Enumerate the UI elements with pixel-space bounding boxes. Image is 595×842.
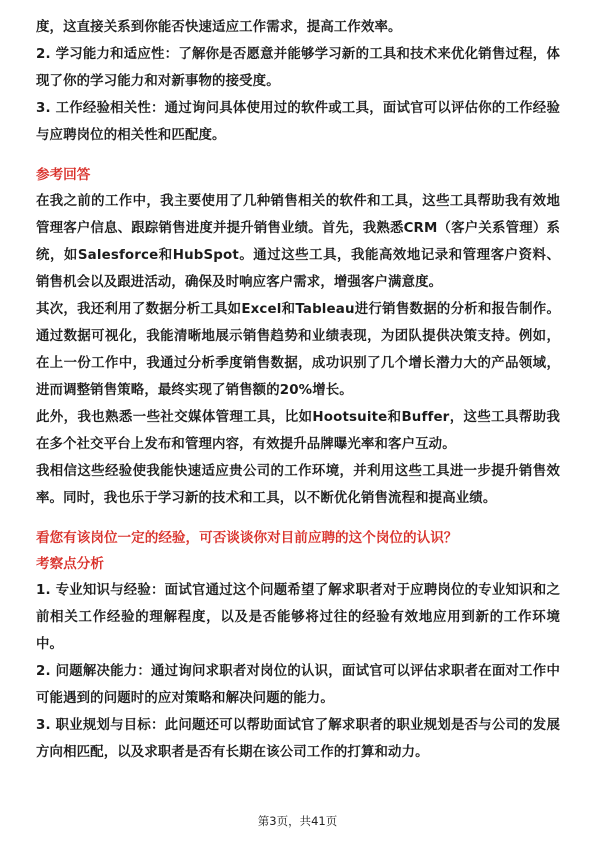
section-evaluation-points-continued (36, 14, 560, 149)
answer-paragraph-data-analysis: 其次，我还利用了数据分析工具如Excel和Tableau进行销售数据的分析和报告制作。通过数据可视化，我能清晰地展示销售趋势和业绩表现，为团队提供决策支持。例如，在上一份工作中，我通过分析季度销售数据，成功识别了几个增长潜力大的产品领域，进而调整销售策略，最终实现了销售额的20%增长。 (36, 302, 560, 398)
section-next-question (36, 525, 560, 766)
analysis-heading: 考察点分析 (36, 556, 104, 572)
page-number-footer: 第3页，共41页 (257, 814, 338, 828)
answer-paragraph-crm: 在我之前的工作中，我主要使用了几种销售相关的软件和工具，这些工具帮助我有效地管理客户信息、跟踪销售进度并提升销售业绩。首先，我熟悉CRM（客户关系管理）系统，如Salesforce和HubSpot。通过这些工具，我能高效地记录和管理客户资料、销售机会以及跟进活动，确保及时响应客户需求，增强客户满意度。 (36, 194, 560, 290)
analysis-point-professional-knowledge: 1. 专业知识与经验：面试官通过这个问题希望了解求职者对于应聘岗位的专业知识和之前相关工作经验的理解程度，以及是否能够将过往的经验有效地应用到新的工作环境中。 (36, 583, 560, 652)
answer-paragraph-conclusion: 我相信这些经验使我能快速适应贵公司的工作环境，并利用这些工具进一步提升销售效率。同时，我也乐于学习新的技术和工具，以不断优化销售流程和提高业绩。 (36, 464, 560, 506)
analysis-point-problem-solving: 2. 问题解决能力：通过询问求职者对岗位的认识，面试官可以评估求职者在面对工作中可能遇到的问题时的应对策略和解决问题的能力。 (36, 664, 560, 706)
section-reference-answer (36, 162, 560, 512)
question-title: 看您有该岗位一定的经验，可否谈谈你对目前应聘的这个岗位的认识？ (36, 530, 458, 546)
point-work-experience-relevance: 3. 工作经验相关性：通过询问具体使用过的软件或工具，面试官可以评估你的工作经验与应聘岗位的相关性和匹配度。 (36, 101, 560, 143)
point-learning-ability: 2. 学习能力和适应性：了解你是否愿意并能够学习新的工具和技术来优化销售过程，体现了你的学习能力和对新事物的接受度。 (36, 47, 560, 89)
paragraph-continuation: 度，这直接关系到你能否快速适应工作需求，提高工作效率。 (36, 20, 402, 35)
reference-answer-heading: 参考回答 (36, 167, 91, 183)
analysis-point-career-planning: 3. 职业规划与目标：此问题还可以帮助面试官了解求职者的职业规划是否与公司的发展方向相匹配，以及求职者是否有长期在该公司工作的打算和动力。 (36, 718, 560, 760)
document-page (36, 14, 560, 766)
answer-paragraph-social-media: 此外，我也熟悉一些社交媒体管理工具，比如Hootsuite和Buffer，这些工具帮助我在多个社交平台上发布和管理内容，有效提升品牌曝光率和客户互动。 (36, 410, 560, 452)
